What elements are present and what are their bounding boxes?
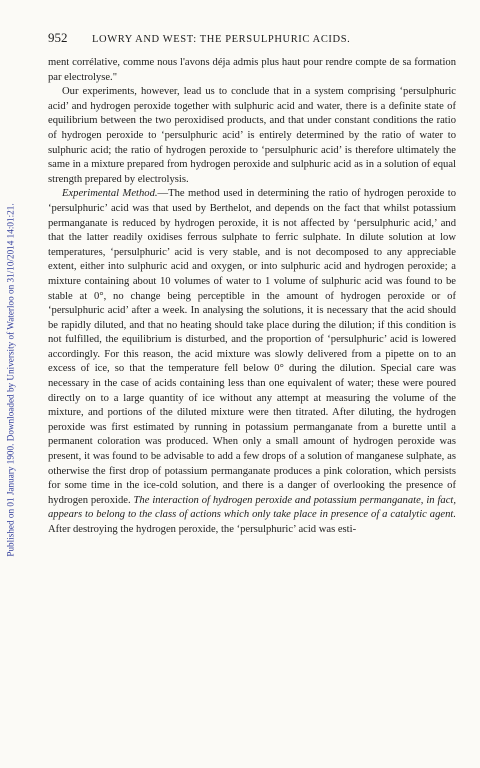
running-title: LOWRY AND WEST: THE PERSULPHURIC ACIDS. [92,34,351,45]
paragraph-text: ment corrélative, comme nous l'avons déja admis plus haut pour rendre compte de sa formation par electrolyse." [48,57,456,83]
paragraph-experimental-method [48,187,456,537]
publication-sidebar [4,60,18,700]
paragraph-tail: After destroying the hydrogen peroxide, the ‘persulphuric’ acid was esti- [48,524,357,535]
paragraph-text: —The method used in determining the ratio of hydrogen peroxide to ‘persulphuric’ acid was that used by Berthelot, and depends on the fact that whilst potassium permanganate is reduced by hydrogen peroxide, it is not affected by ‘persulphuric acid,’ and that the latter readily oxidises ferrous sulphate to ferric sulphate. In dilute solution at low temperatures, ‘persulphuric’ acid is very stable, and is not decomposed to any appreciable extent, either into sulphuric acid and oxygen, or into sulphuric acid and hydrogen peroxide; a mixture containing about 10 volumes of water to 1 volume of sulphuric acid was found to be stable at 0°, no change being perceptible in the amount of hydrogen peroxide or of ‘persulphuric acid’ after a week. In analysing the solutions, it is necessary that the acid should be rapidly diluted, and that no heating should take place during the dilution; if this condition is not fulfilled, the equilibrium is disturbed, and the proportion of ‘persulphuric’ acid is lowered accordingly. For this reason, the acid mixture was slowly delivered from a pipette on to an excess of ice, so that the temperature fell below 0° during the dilution. Special care was necessary in the case of acids containing less than one equivalent of water; these were poured directly on to a large quantity of ice without any attempt at measuring the volume of the mixture, and portions of the diluted mixture were then titrated. After diluting, the hydrogen peroxide was first estimated by running in potassium permanganate from a burette until a permanent coloration was produced. When only a small amount of hydrogen peroxide was present, it was found to be advisable to add a few drops of a solution of manganese sulphate, as otherwise the first drop of potassium permanganate produces a pink coloration, which persists for some time in the ice-cold solution, and there is a danger of overlooking the presence of hydrogen peroxide. [48,188,456,506]
section-heading: Experimental Method. [62,188,158,200]
paragraph-quote-end [48,56,456,85]
page-header [48,30,450,48]
paragraph-text: Our experiments, however, lead us to conclude that in a system comprising ‘persulphuric acid’ and hydrogen peroxide together with sulphuric acid and water, there is a definite state of equilibrium between the two peroxidised products, and that under constant conditions the ratio of hydrogen peroxide to ‘persulphuric acid’ is entirely determined by the ratio of water to sulphuric acid; the ratio of hydrogen peroxide to ‘persulphuric acid’ is therefore ultimately the same in a mixture prepared from hydrogen peroxide and sulphuric acid as in a solution of equal strength prepared by electrolysis. [48,86,456,185]
published-download-note: Published on 01 January 1900. Downloaded by University of Waterloo on 31/10/2014 14:01:21. [6,203,17,557]
italic-statement: The interaction of hydrogen peroxide and potassium permanganate, in fact, appears to belong to the class of actions which only take place in presence of a catalytic agent. [48,494,456,521]
article-body [48,56,456,538]
paragraph-equilibrium [48,85,456,187]
page-number: 952 [48,30,68,45]
